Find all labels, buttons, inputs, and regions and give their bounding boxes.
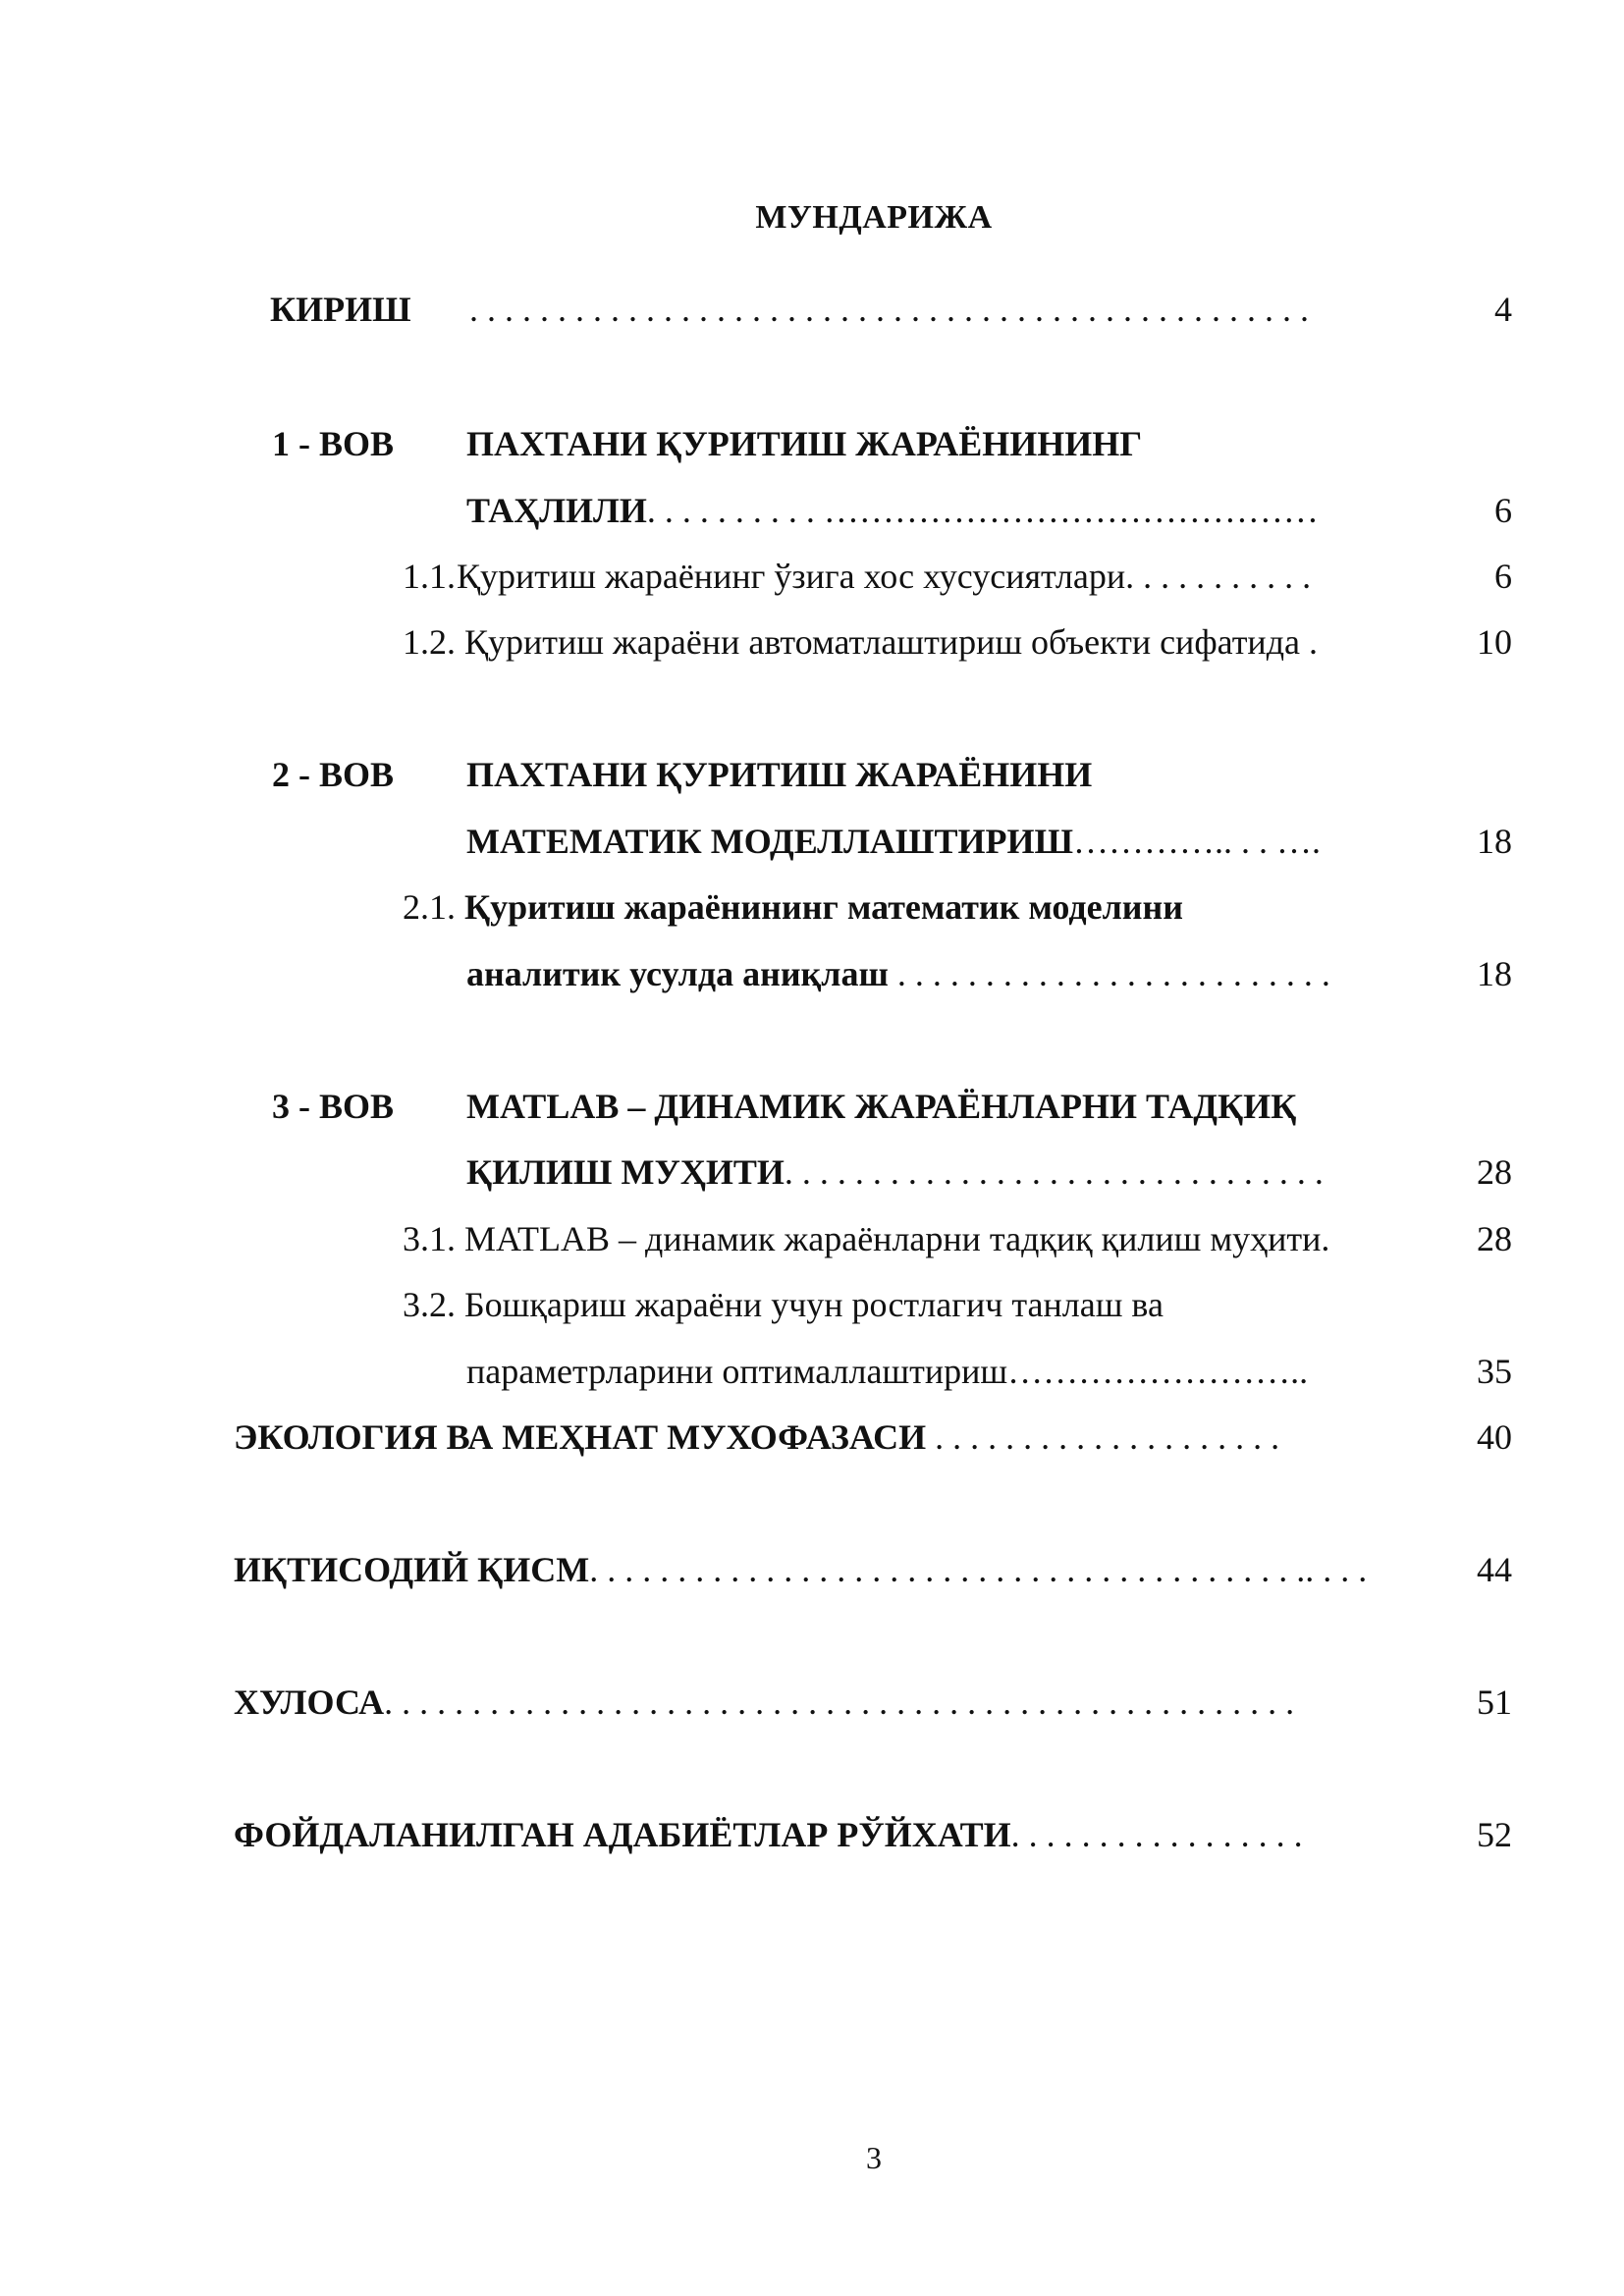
references-leader: . . . . . . . . . . . . . . . . . xyxy=(1010,1815,1303,1854)
conclusion-label: ХУЛОСА xyxy=(234,1682,385,1722)
ecology-label: ЭКОЛОГИЯ ВА МЕҲНАТ МУХОФАЗАСИ xyxy=(234,1417,927,1457)
ch3-leader: . . . . . . . . . . . . . . . . . . . . . . . . . . . . . . . xyxy=(784,1152,1324,1192)
ch2-title-line1: ПАХТАНИ ҚУРИТИШ ЖАРАЁНИНИ xyxy=(466,755,1093,794)
ch1-number: 1 - ВОВ xyxy=(272,424,395,463)
economy-page: 44 xyxy=(1477,1550,1512,1589)
economy-label: ИҚТИСОДИЙ ҚИСМ xyxy=(234,1550,590,1589)
ch3-sub2-line2: параметрларини оптималлаштириш…………………….. xyxy=(466,1352,1309,1391)
ch3-sub2-number: 3.2. xyxy=(403,1285,456,1324)
conclusion-leader: . . . . . . . . . . . . . . . . . . . . . . . . . . . . . . . . . . . . . . . . . . . . . . . . . . . . xyxy=(384,1682,1295,1722)
ch1-sub1-page: 6 xyxy=(1494,557,1512,596)
ch2-number: 2 - ВОВ xyxy=(272,755,395,794)
ch3-number: 3 - ВОВ xyxy=(272,1087,395,1126)
ch2-page: 18 xyxy=(1477,822,1512,861)
ch2-sub1-line2-wrap xyxy=(466,952,1330,995)
intro-leader: . . . . . . . . . . . . . . . . . . . . . . . . . . . . . . . . . . . . . . . . . . . . . . . . xyxy=(469,290,1309,329)
ch2-leader: ………….. . . …. xyxy=(1072,822,1321,861)
ch2-sub1-line2: аналитик усулда аниқлаш xyxy=(466,954,889,993)
ch3-title-line2-wrap xyxy=(466,1150,1324,1194)
references-label: ФОЙДАЛАНИЛГАН АДАБИЁТЛАР РЎЙХАТИ xyxy=(234,1815,1011,1854)
ch1-leader: . . . . . . . . . . …………………………………… xyxy=(646,491,1319,530)
ch2-title-line2-wrap xyxy=(466,820,1321,863)
intro-page: 4 xyxy=(1494,290,1512,329)
ch3-sub1-page: 28 xyxy=(1477,1219,1512,1258)
ch1-sub2-number: 1.2. xyxy=(403,622,456,662)
ch3-sub1-text: MATLAB – динамик жараёнларни тадқиқ қилиш муҳити. xyxy=(464,1219,1330,1258)
ch1-title-line1: ПАХТАНИ ҚУРИТИШ ЖАРАЁНИНИНГ xyxy=(466,424,1143,463)
conclusion-row xyxy=(234,1681,1294,1724)
ch3-sub2-page: 35 xyxy=(1477,1352,1512,1391)
ch1-sub1-number: 1.1. xyxy=(403,557,456,596)
ecology-page: 40 xyxy=(1477,1417,1512,1457)
ch3-title-line2: ҚИЛИШ МУҲИТИ xyxy=(466,1152,785,1192)
ch1-page: 6 xyxy=(1494,491,1512,530)
ch2-sub1-line1: Қуритиш жараёнининг математик моделини xyxy=(464,887,1183,927)
references-page: 52 xyxy=(1477,1815,1512,1854)
intro-label: КИРИШ xyxy=(270,290,411,329)
economy-leader: . . . . . . . . . . . . . . . . . . . . . . . . . . . . . . . . . . . . . . . . .. . . . xyxy=(589,1550,1368,1589)
ch2-title-line2: МАТЕМАТИК МОДЕЛЛАШТИРИШ xyxy=(466,822,1073,861)
ch3-sub2-line1: Бошқариш жараёни учун ростлагич танлаш ва xyxy=(464,1285,1164,1324)
page-number: 3 xyxy=(866,2140,882,2175)
ch2-sub1-page: 18 xyxy=(1477,954,1512,993)
ecology-leader: . . . . . . . . . . . . . . . . . . . . xyxy=(926,1417,1280,1457)
ch2-sub1-number: 2.1. xyxy=(403,887,456,927)
ch3-page: 28 xyxy=(1477,1152,1512,1192)
ch1-sub2-page: 10 xyxy=(1477,622,1512,662)
references-row xyxy=(234,1813,1303,1856)
ch3-sub1-number: 3.1. xyxy=(403,1219,456,1258)
ch1-sub2-text: Қуритиш жараёни автоматлаштириш объекти сифатида . xyxy=(464,622,1318,662)
conclusion-page: 51 xyxy=(1477,1682,1512,1722)
ecology-row xyxy=(234,1415,1279,1459)
ch1-title-line2: ТАҲЛИЛИ xyxy=(466,491,647,530)
economy-row xyxy=(234,1548,1367,1591)
ch1-title-line2-wrap xyxy=(466,489,1319,532)
ch3-title-line1: MATLAB – ДИНАМИК ЖАРАЁНЛАРНИ ТАДҚИҚ xyxy=(466,1087,1297,1126)
toc-title: МУНДАРИЖА xyxy=(755,199,993,236)
ch2-sub1-leader: . . . . . . . . . . . . . . . . . . . . . . . . . xyxy=(888,954,1330,993)
ch1-sub1-text: Қуритиш жараёнинг ўзига хос хусусиятлари. . . . . . . . . . . xyxy=(457,557,1312,596)
